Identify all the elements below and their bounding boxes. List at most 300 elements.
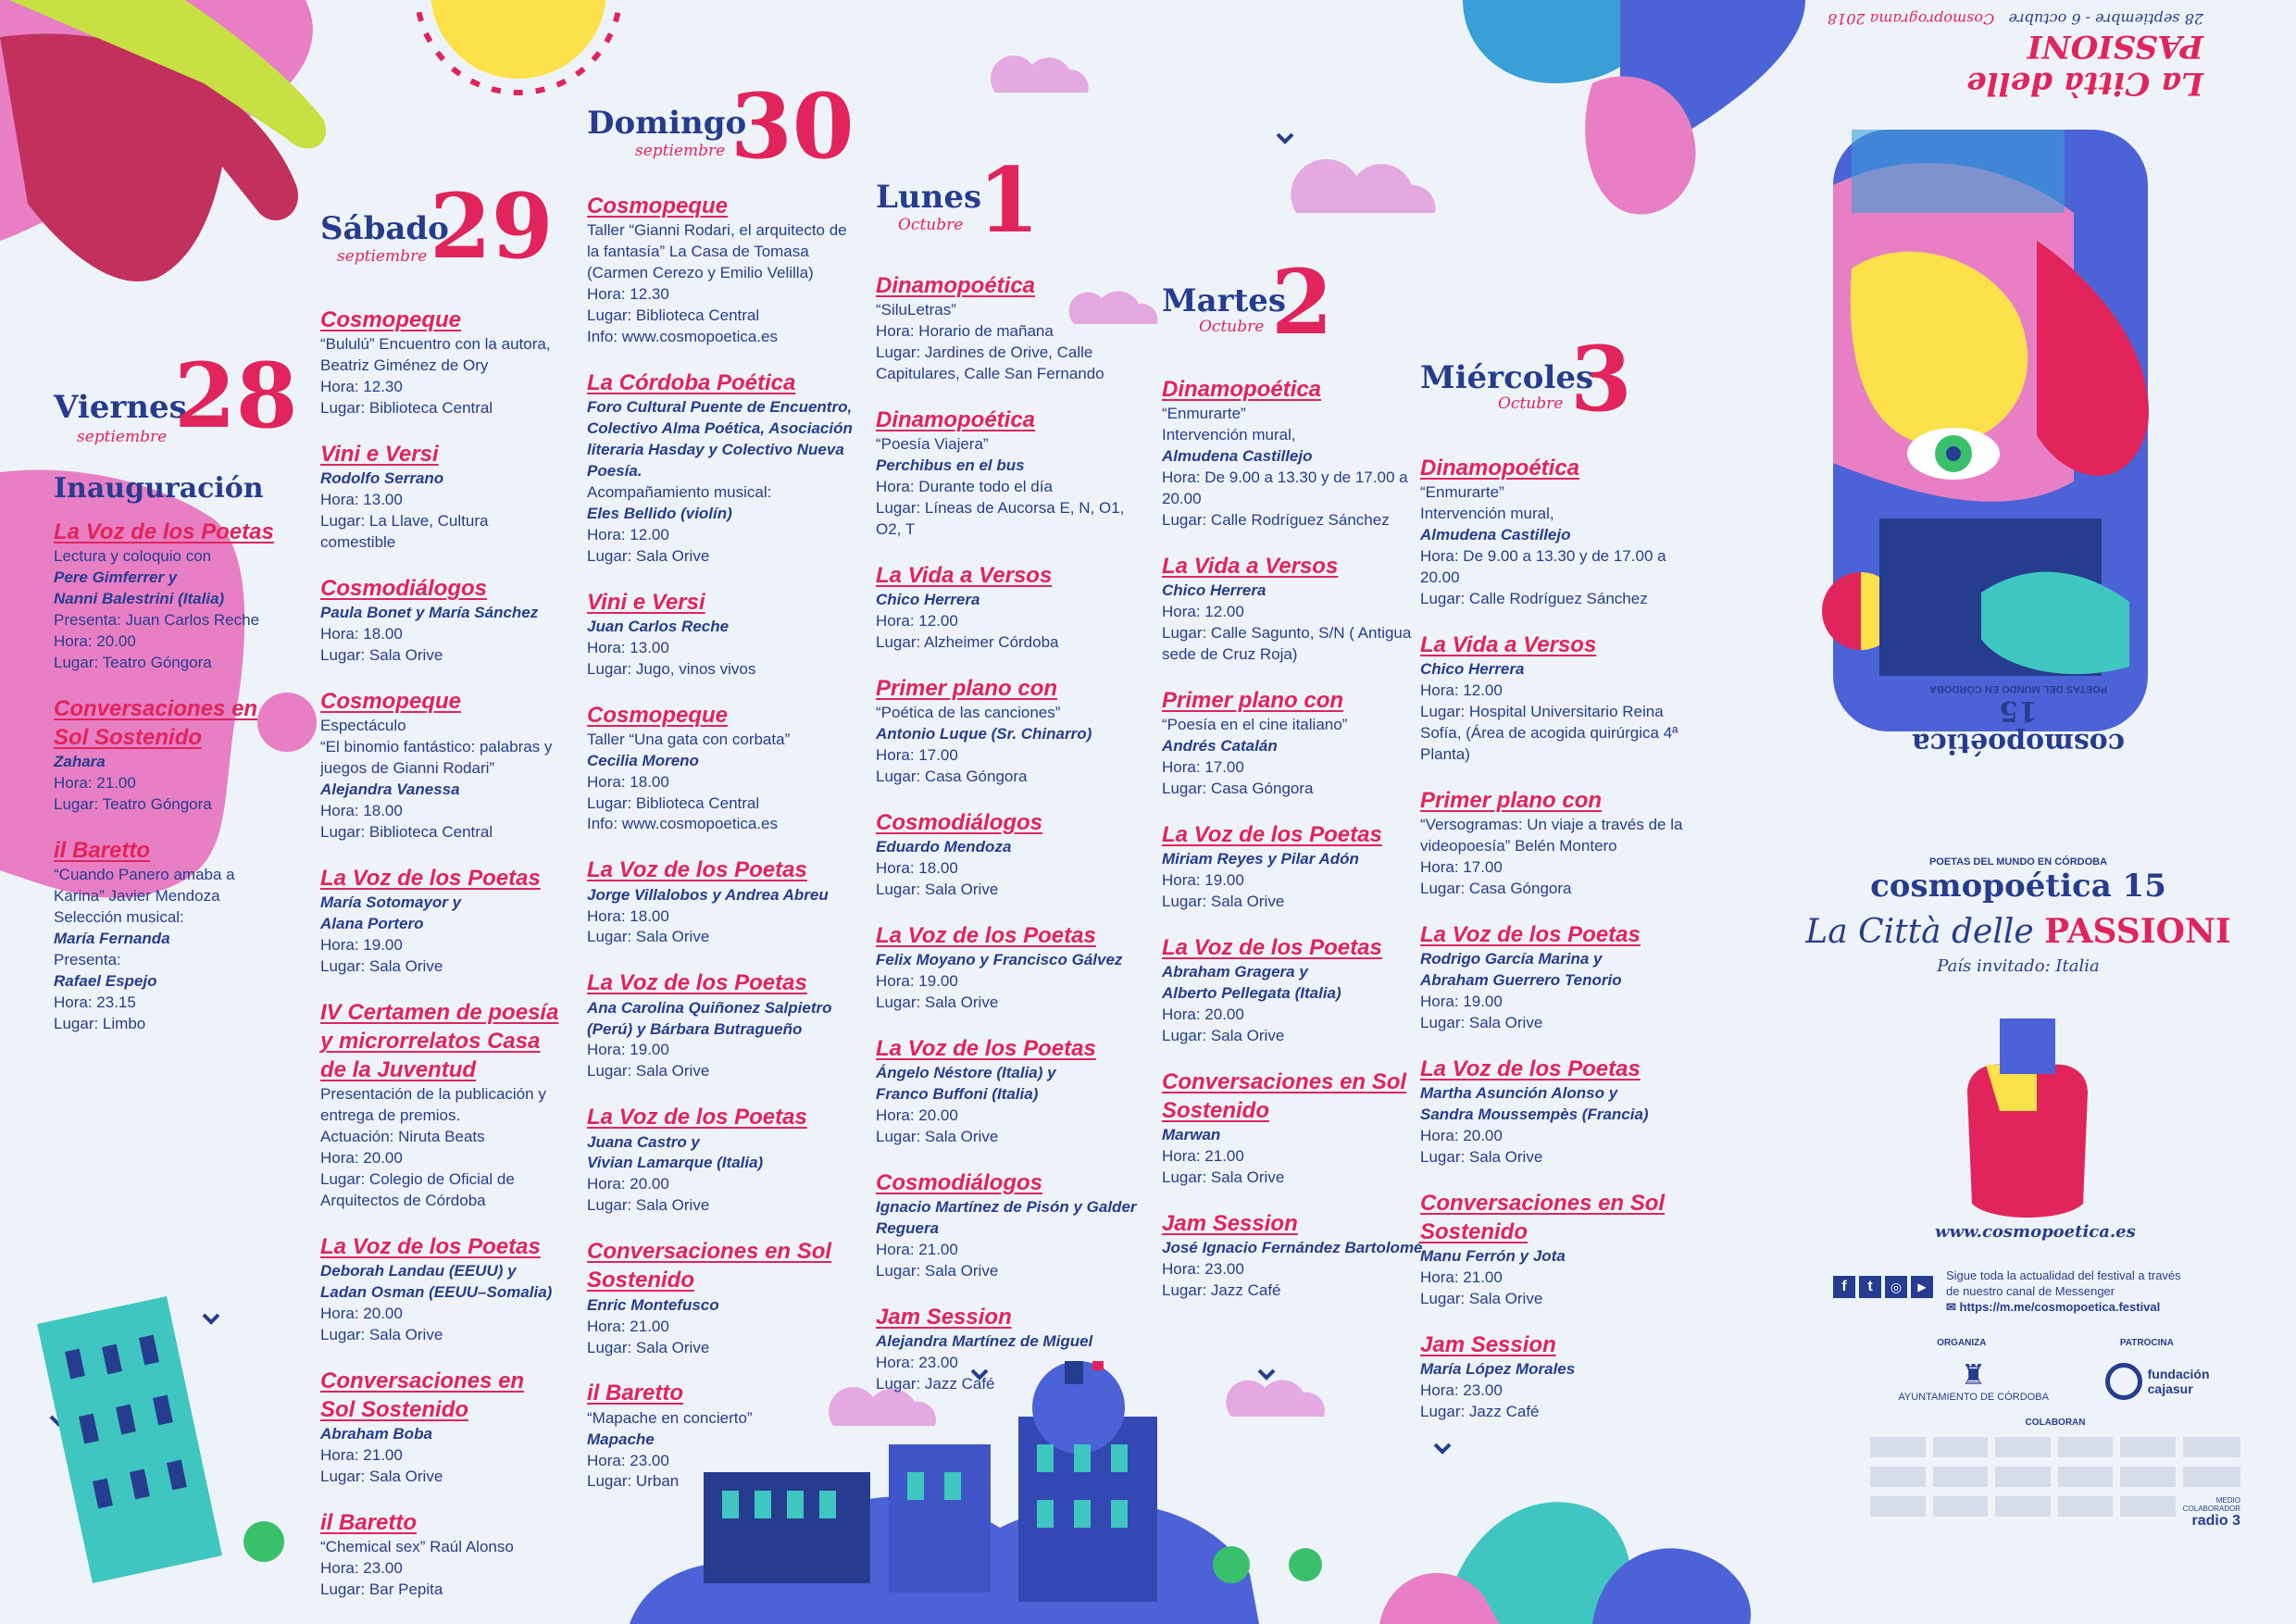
event-title: Cosmodiálogos: [876, 1169, 1043, 1195]
flipped-logo-text: cosmopoética 15: [1912, 694, 2125, 759]
leaning-tower-art: [37, 1296, 222, 1583]
event-item: [876, 1034, 1144, 1148]
event-line: Manu Ferrón y Jota: [1420, 1246, 1566, 1265]
event-line: Juana Castro y: [587, 1132, 700, 1151]
event-line: Info: www.cosmopoetica.es: [587, 327, 778, 345]
event-title: Cosmopeque: [320, 307, 462, 332]
event-line: Hora: De 9.00 a 13.30 y de 17.00 a 20.00: [1420, 547, 1666, 586]
event-line: “Cuando Panero amaba a Karina” Javier Mendoza: [54, 866, 235, 906]
event-line: Lugar: Jazz Café: [1162, 1280, 1281, 1299]
event-line: Lugar: Jardines de Orive, Calle Capitulares, Calle San Fernando: [876, 344, 1104, 382]
event-line: Lugar: Sala Orive: [587, 1062, 710, 1081]
event-title: Jam Session: [1162, 1210, 1298, 1236]
event-line: Lugar: Sala Orive: [1162, 1026, 1285, 1044]
cajasur-name: fundación cajasur: [2147, 1366, 2210, 1396]
event-line: Ángelo Néstore (Italia) y: [876, 1063, 1056, 1081]
event-line: Intervención mural,: [1162, 426, 1296, 444]
day-month: Octubre: [1498, 394, 1564, 413]
event-line: Perchibus en el bus: [876, 456, 1025, 475]
event-line: Lugar: Limbo: [54, 1014, 146, 1032]
collab-logo: [1933, 1496, 1989, 1517]
day-column-lunes: [876, 148, 1144, 1416]
event-line: Chico Herrera: [876, 591, 980, 608]
event-line: Hora: De 9.00 a 13.30 y de 17.00 a 20.00: [1162, 468, 1408, 507]
event-line: Hora: 21.00: [876, 1240, 958, 1258]
event-item: [1162, 1209, 1430, 1302]
event-line: Lugar: Jugo, vinos vivos: [587, 659, 756, 678]
collab-logo: [2120, 1467, 2176, 1487]
colaboran-label: COLABORAN: [2025, 1418, 2086, 1428]
event-title: Conversaciones en Sol Sostenido: [320, 1368, 525, 1422]
event-list: [320, 306, 561, 1601]
day-number: 29: [430, 174, 554, 279]
day-header: [320, 174, 561, 282]
event-item: [876, 271, 1144, 385]
event-line: Lugar: Sala Orive: [587, 546, 710, 565]
event-line: Hora: 12.00: [876, 611, 958, 630]
event-line: Lectura y coloquio con: [54, 547, 212, 566]
event-line: Hora: 13.00: [320, 491, 403, 509]
event-line: “Poesía Viajera”: [876, 435, 989, 454]
event-item: [587, 192, 855, 348]
event-line: Hora: 18.00: [320, 801, 403, 819]
ayuntamiento-logo: [1898, 1359, 2049, 1403]
event-line: Lugar: Jazz Café: [1420, 1402, 1540, 1420]
day-number: 2: [1271, 250, 1333, 355]
event-line: Enric Montefusco: [587, 1295, 719, 1314]
inauguration-heading: Inauguración: [54, 472, 264, 505]
brand-logo: cosmopoética 15: [1870, 868, 2166, 905]
day-name: Domingo: [587, 105, 747, 142]
cajasur-logo: [2105, 1363, 2213, 1400]
event-line: “Enmurarte”: [1162, 405, 1246, 423]
event-list: [876, 271, 1144, 1395]
event-title: La Voz de los Poetas: [1420, 1056, 1641, 1081]
day-number: 30: [730, 74, 855, 179]
event-line: Actuación: Niruta Beats: [320, 1128, 485, 1146]
event-line: Hora: 20.00: [320, 1149, 403, 1167]
cloud-1: [991, 56, 1089, 93]
event-line: Espectáculo: [320, 717, 406, 735]
event-line: Hora: 19.00: [1162, 870, 1244, 889]
event-line: Franco Buffoni (Italia): [876, 1084, 1039, 1103]
event-line: Lugar: Jazz Café: [876, 1374, 995, 1393]
event-item: [587, 1379, 855, 1493]
event-line: Lugar: Casa Góngora: [1420, 879, 1572, 897]
event-line: Presenta:: [54, 950, 121, 968]
collab-logo: [1933, 1467, 1989, 1487]
event-line: Lugar: Teatro Góngora: [54, 795, 212, 814]
event-line: Acompañamiento musical:: [587, 482, 772, 501]
event-item: [876, 561, 1144, 654]
event-item: [876, 1168, 1144, 1282]
event-item: [320, 998, 561, 1212]
event-title: La Voz de los Poetas: [587, 857, 807, 883]
event-line: Lugar: Casa Góngora: [1162, 779, 1314, 797]
event-line: Chico Herrera: [1162, 581, 1267, 599]
event-line: Paula Bonet y María Sánchez: [320, 604, 539, 622]
collab-logo: [1995, 1467, 2051, 1487]
ayuntamiento-name: AYUNTAMIENTO DE CÓRDOBA: [1898, 1392, 2049, 1403]
event-line: Hora: 20.00: [587, 1175, 669, 1193]
event-item: [1162, 686, 1430, 800]
event-item: [1162, 1068, 1430, 1189]
event-line: “Poesía en el cine italiano”: [1162, 715, 1348, 733]
event-line: Lugar: Calle Rodríguez Sánchez: [1420, 589, 1648, 607]
event-item: [1420, 786, 1689, 900]
event-line: Sandra Moussempès (Francia): [1420, 1105, 1649, 1123]
event-line: Hora: 19.00: [320, 935, 403, 954]
event-line: “Poética de las canciones”: [876, 704, 1061, 721]
event-line: Hora: Durante todo el día: [876, 478, 1053, 495]
event-title: il Baretto: [587, 1380, 684, 1406]
event-list: [1420, 454, 1689, 1423]
event-line: Presentación de la publicación y entrega de premios.: [320, 1085, 546, 1125]
messenger-link[interactable]: [1946, 1300, 2187, 1316]
event-line: Rodrigo García Marina y: [1420, 949, 1603, 968]
event-item: [587, 701, 855, 836]
event-line: Info: www.cosmopoetica.es: [587, 815, 778, 833]
event-title: Dinamopoética: [876, 406, 1036, 432]
event-line: Lugar: Sala Orive: [1162, 1168, 1285, 1186]
event-line: Intervención mural,: [1420, 505, 1554, 523]
event-item: [587, 369, 855, 568]
event-line: Lugar: Casa Góngora: [876, 767, 1028, 785]
event-line: José Ignacio Fernández Bartolomé: [1162, 1239, 1423, 1256]
cajasur-icon: [2105, 1363, 2142, 1400]
event-line: Nanni Balestrini (Italia): [54, 590, 225, 608]
event-title: Cosmodiálogos: [876, 809, 1043, 835]
event-title: IV Certamen de poesía y microrrelatos Casa de la Juventud: [320, 999, 559, 1082]
event-line: Hora: 18.00: [876, 858, 958, 877]
event-title: Cosmopeque: [587, 194, 729, 219]
event-line: Lugar: Calle Sagunto, S/N ( Antigua sede de Cruz Roja): [1162, 623, 1412, 663]
event-item: [320, 440, 561, 554]
event-line: Lugar: La Llave, Cultura comestible: [320, 512, 489, 551]
event-item: [54, 836, 285, 1035]
event-line: Mapache: [587, 1430, 655, 1448]
flipped-tagline: POETAS DEL MUNDO EN CÓRDOBA: [1928, 683, 2108, 694]
event-item: [54, 694, 285, 816]
event-line: Hora: 20.00: [54, 631, 136, 650]
event-item: [1162, 933, 1430, 1047]
event-line: Lugar: Sala Orive: [1162, 892, 1285, 910]
event-line: Alana Portero: [320, 914, 424, 932]
event-line: Lugar: Sala Orive: [320, 1468, 443, 1485]
day-column-domingo: [587, 74, 855, 1513]
event-line: Hora: 23.00: [320, 1559, 403, 1578]
day-name: Viernes: [54, 389, 187, 426]
day-name: Martes: [1162, 282, 1287, 319]
event-item: [320, 864, 561, 978]
heart-logo-art: [1967, 1018, 2088, 1218]
event-title: Conversaciones en Sol Sostenido: [54, 695, 258, 750]
event-line: Lugar: Biblioteca Central: [320, 822, 493, 841]
event-line: “Enmurarte”: [1420, 483, 1504, 502]
central-poster-art: [1822, 130, 2149, 731]
event-line: Juan Carlos Reche: [587, 617, 730, 635]
event-line: Hora: 23.15: [54, 993, 136, 1011]
event-title: La Voz de los Poetas: [1162, 821, 1382, 847]
event-item: [320, 306, 561, 419]
event-line: Hora: 18.00: [320, 625, 403, 643]
event-line: Lugar: Biblioteca Central: [587, 793, 760, 812]
event-item: [587, 588, 855, 681]
day-name: Lunes: [876, 179, 982, 216]
event-title: Conversaciones en Sol Sostenido: [587, 1239, 832, 1293]
event-line: Alberto Pellegata (Italia): [1162, 983, 1341, 1002]
event-line: Hora: 20.00: [876, 1106, 958, 1124]
event-line: Hora: 13.00: [587, 638, 669, 656]
event-title: Conversaciones en Sol Sostenido: [1162, 1068, 1407, 1123]
event-line: Lugar: Sala Orive: [876, 993, 999, 1011]
event-item: [587, 1103, 855, 1217]
event-line: Marwan: [1162, 1126, 1221, 1143]
guest-country: País invitado: Italia: [1937, 956, 2100, 976]
event-line: Lugar: Sala Orive: [320, 956, 443, 975]
instagram-icon[interactable]: ◎: [1885, 1276, 1907, 1298]
event-line: “Chemical sex” Raúl Alonso: [320, 1538, 514, 1556]
twitter-icon[interactable]: t: [1859, 1276, 1881, 1298]
event-title: La Voz de los Poetas: [876, 922, 1096, 948]
event-line: “Mapache en concierto”: [587, 1408, 753, 1427]
event-title: La Vida a Versos: [1162, 553, 1339, 579]
event-title: La Voz de los Poetas: [587, 1105, 807, 1131]
event-line: Deborah Landau (EEUU) y: [320, 1262, 517, 1280]
day-column-sabado: [320, 174, 561, 1621]
event-line: Almudena Castillejo: [1420, 526, 1571, 544]
event-title: Primer plano con: [1162, 687, 1344, 713]
event-line: Hora: 12.00: [1162, 602, 1244, 620]
sun-top: [430, 0, 606, 79]
event-line: Presenta: Juan Carlos Reche: [54, 611, 260, 629]
flipped-dates: 28 septiembre - 6 octubre: [2008, 10, 2203, 28]
day-header: [54, 344, 298, 448]
event-title: La Voz de los Poetas: [54, 519, 274, 544]
event-line: Hora: 18.00: [587, 772, 669, 791]
event-item: [876, 808, 1144, 901]
event-line: Lugar: Urban: [587, 1472, 680, 1491]
event-title: Conversaciones en Sol Sostenido: [1420, 1190, 1666, 1244]
event-line: Lugar: Teatro Góngora: [54, 653, 212, 671]
event-line: Cecilia Moreno: [587, 751, 699, 769]
event-title: Dinamopoética: [876, 273, 1036, 298]
event-item: [1162, 375, 1430, 531]
event-line: Lugar: Sala Orive: [587, 1196, 710, 1215]
event-item: [1420, 1189, 1689, 1310]
event-line: Hora: 21.00: [1162, 1146, 1244, 1165]
event-title: La Voz de los Poetas: [1420, 921, 1641, 947]
day-column-martes: [1162, 250, 1430, 1322]
day-month: Octubre: [1199, 318, 1265, 336]
brand-tagline: POETAS DEL MUNDO EN CÓRDOBA: [1928, 856, 2108, 868]
event-line: Lugar: Sala Orive: [1420, 1013, 1543, 1031]
event-line: Taller “Una gata con corbata”: [587, 730, 791, 748]
event-line: Hora: 19.00: [587, 1041, 669, 1059]
event-item: [320, 1508, 561, 1601]
event-line: Lugar: Calle Rodríguez Sánchez: [1162, 510, 1390, 529]
event-title: La Voz de los Poetas: [320, 865, 541, 891]
brand-title-prefix: La Città delle: [1805, 913, 2034, 951]
event-line: Hora: 12.30: [587, 285, 669, 303]
flipped-title: La Città delle PASSIONI: [1966, 28, 2203, 102]
event-line: Hora: 23.00: [587, 1451, 669, 1469]
event-line: Hora: 23.00: [876, 1353, 958, 1371]
flipped-logo: [1889, 683, 2148, 759]
event-line: Pere Gimferrer y: [54, 568, 178, 587]
event-item: [320, 1367, 561, 1488]
event-line: María Fernanda: [54, 930, 170, 947]
event-title: il Baretto: [320, 1509, 418, 1535]
event-line: Lugar: Bar Pepita: [320, 1580, 443, 1598]
messenger-url[interactable]: https://m.me/cosmopoetica.festival: [1959, 1299, 2161, 1314]
event-title: La Voz de los Poetas: [1162, 934, 1382, 960]
event-line: Hora: 19.00: [876, 971, 958, 990]
event-line: María López Morales: [1420, 1359, 1576, 1378]
event-line: Hora: 23.00: [1162, 1259, 1244, 1278]
event-line: Lugar: Sala Orive: [587, 1338, 710, 1356]
collab-logo: [1870, 1437, 1926, 1457]
collab-logo: [1870, 1496, 1926, 1517]
event-title: Vini e Versi: [587, 589, 705, 615]
event-line: Hora: 17.00: [1420, 857, 1503, 876]
event-line: Hora: 18.00: [587, 906, 669, 925]
event-line: Martha Asunción Alonso y: [1420, 1083, 1618, 1102]
event-item: [1162, 820, 1430, 913]
event-line: Almudena Castillejo: [1162, 447, 1313, 466]
event-title: il Baretto: [54, 838, 151, 863]
cloud-5: [1226, 1380, 1325, 1417]
event-item: [1420, 1055, 1689, 1168]
event-line: Vivian Lamarque (Italia): [587, 1154, 764, 1172]
event-line: Antonio Luque (Sr. Chinarro): [876, 724, 1092, 743]
collab-logo: [2058, 1496, 2114, 1517]
event-line: Lugar: Sala Orive: [876, 1127, 999, 1145]
event-item: [320, 1232, 561, 1346]
event-title: Primer plano con: [1420, 787, 1603, 813]
collab-logo: [1995, 1437, 2051, 1457]
messenger-icon: ✉: [1946, 1299, 1956, 1314]
event-title: Jam Session: [876, 1304, 1012, 1330]
event-title: La Vida a Versos: [876, 562, 1053, 588]
event-line: Hora: 23.00: [1420, 1380, 1503, 1399]
youtube-icon[interactable]: ▶: [1911, 1276, 1933, 1298]
event-item: [1420, 920, 1689, 1034]
event-line: Lugar: Biblioteca Central: [587, 306, 760, 324]
event-line: Lugar: Hospital Universitario Reina Sofía, (Área de acogida quirúrgica 4ª Planta): [1420, 702, 1678, 763]
event-line: Lugar: Sala Orive: [1420, 1289, 1543, 1307]
event-line: Alejandra Martínez de Miguel: [876, 1331, 1093, 1350]
event-line: Hora: 21.00: [54, 774, 136, 793]
event-line: Hora: 17.00: [1162, 757, 1244, 776]
collab-logo: [2058, 1467, 2114, 1487]
event-line: Ladan Osman (EEUU–Somalia): [320, 1282, 553, 1301]
event-item: [587, 856, 855, 948]
event-line: Ignacio Martínez de Pisón y Galder Reguera: [876, 1197, 1137, 1237]
organiza-label: ORGANIZA: [1937, 1338, 1987, 1348]
event-title: La Voz de los Poetas: [587, 970, 807, 996]
event-line: Hora: 20.00: [320, 1304, 403, 1322]
day-header: [587, 74, 855, 181]
event-line: Lugar: Sala Orive: [320, 1325, 443, 1343]
event-line: Eles Bellido (violín): [587, 504, 732, 522]
event-line: Abraham Boba: [320, 1425, 432, 1443]
event-line: Andrés Catalán: [1162, 736, 1278, 755]
website[interactable]: www.cosmopoetica.es: [1935, 1222, 2136, 1242]
day-header: [876, 148, 1144, 255]
event-line: Hora: 12.00: [1420, 681, 1503, 699]
event-line: Lugar: Sala Orive: [876, 1261, 999, 1280]
event-list: [1162, 375, 1430, 1302]
event-line: Lugar: Sala Orive: [587, 928, 710, 946]
event-line: Jorge Villalobos y Andrea Abreu: [587, 885, 829, 904]
event-line: Abraham Gragera y: [1162, 962, 1308, 981]
event-line: Hora: 12.00: [587, 525, 669, 543]
event-title: Jam Session: [1420, 1331, 1556, 1357]
patrocina-label: PATROCINA: [2119, 1338, 2174, 1348]
sponsors: [1870, 1338, 2240, 1530]
collaborator-logos: [1870, 1437, 2240, 1530]
event-line: Lugar: Sala Orive: [1420, 1147, 1543, 1166]
event-title: Cosmopeque: [320, 688, 462, 714]
social-row: [1833, 1268, 2222, 1316]
event-item: [587, 968, 855, 1082]
event-item: [54, 518, 285, 674]
event-list: [54, 518, 285, 1035]
medio-label: MEDIO COLABORADOR: [2182, 1496, 2240, 1513]
event-line: Lugar: Sala Orive: [876, 880, 999, 898]
day-name: Sábado: [320, 210, 449, 247]
day-column-miercoles: [1420, 327, 1689, 1443]
event-line: Lugar: Colegio de Oficial de Arquitectos de Córdoba: [320, 1169, 515, 1209]
event-item: [320, 574, 561, 667]
event-title: La Voz de los Poetas: [876, 1035, 1096, 1061]
facebook-icon[interactable]: f: [1833, 1276, 1855, 1298]
event-line: Hora: 20.00: [1162, 1005, 1244, 1023]
day-month: septiembre: [337, 247, 428, 266]
day-number: 28: [174, 344, 298, 448]
day-number: 1: [978, 148, 1040, 253]
event-title: Vini e Versi: [320, 441, 439, 467]
collab-logo: [2183, 1437, 2240, 1457]
event-item: [1420, 454, 1689, 610]
event-line: Lugar: Líneas de Aucorsa E, N, O1, O2, T: [876, 498, 1125, 538]
event-title: Dinamopoética: [1420, 456, 1580, 481]
event-item: [1420, 631, 1689, 766]
day-number: 3: [1570, 327, 1632, 431]
radio3-logo: radio 3: [2191, 1513, 2240, 1529]
event-title: Cosmodiálogos: [320, 575, 488, 601]
collab-logo: [2120, 1437, 2176, 1457]
event-line: Rafael Espejo: [54, 971, 157, 990]
event-title: La Vida a Versos: [1420, 631, 1597, 657]
event-line: “Versogramas: Un viaje a través de la videopoesía” Belén Montero: [1420, 815, 1683, 855]
event-line: María Sotomayor y: [320, 893, 462, 911]
day-month: septiembre: [77, 428, 168, 446]
event-title: Primer plano con: [876, 675, 1058, 701]
event-item: [1162, 552, 1430, 666]
cloud-2: [1291, 159, 1435, 213]
event-line: “SiluLetras”: [876, 301, 956, 319]
event-line: Hora: 17.00: [876, 745, 958, 764]
day-month: septiembre: [635, 142, 726, 160]
event-line: Rodolfo Serrano: [320, 469, 444, 488]
collab-logo: [2120, 1496, 2176, 1517]
event-line: Selección musical:: [54, 908, 184, 927]
event-line: Hora: 21.00: [1420, 1268, 1503, 1286]
collab-logo: [1870, 1467, 1926, 1487]
flipped-program: Cosmoprograma 2018: [1827, 10, 1995, 28]
